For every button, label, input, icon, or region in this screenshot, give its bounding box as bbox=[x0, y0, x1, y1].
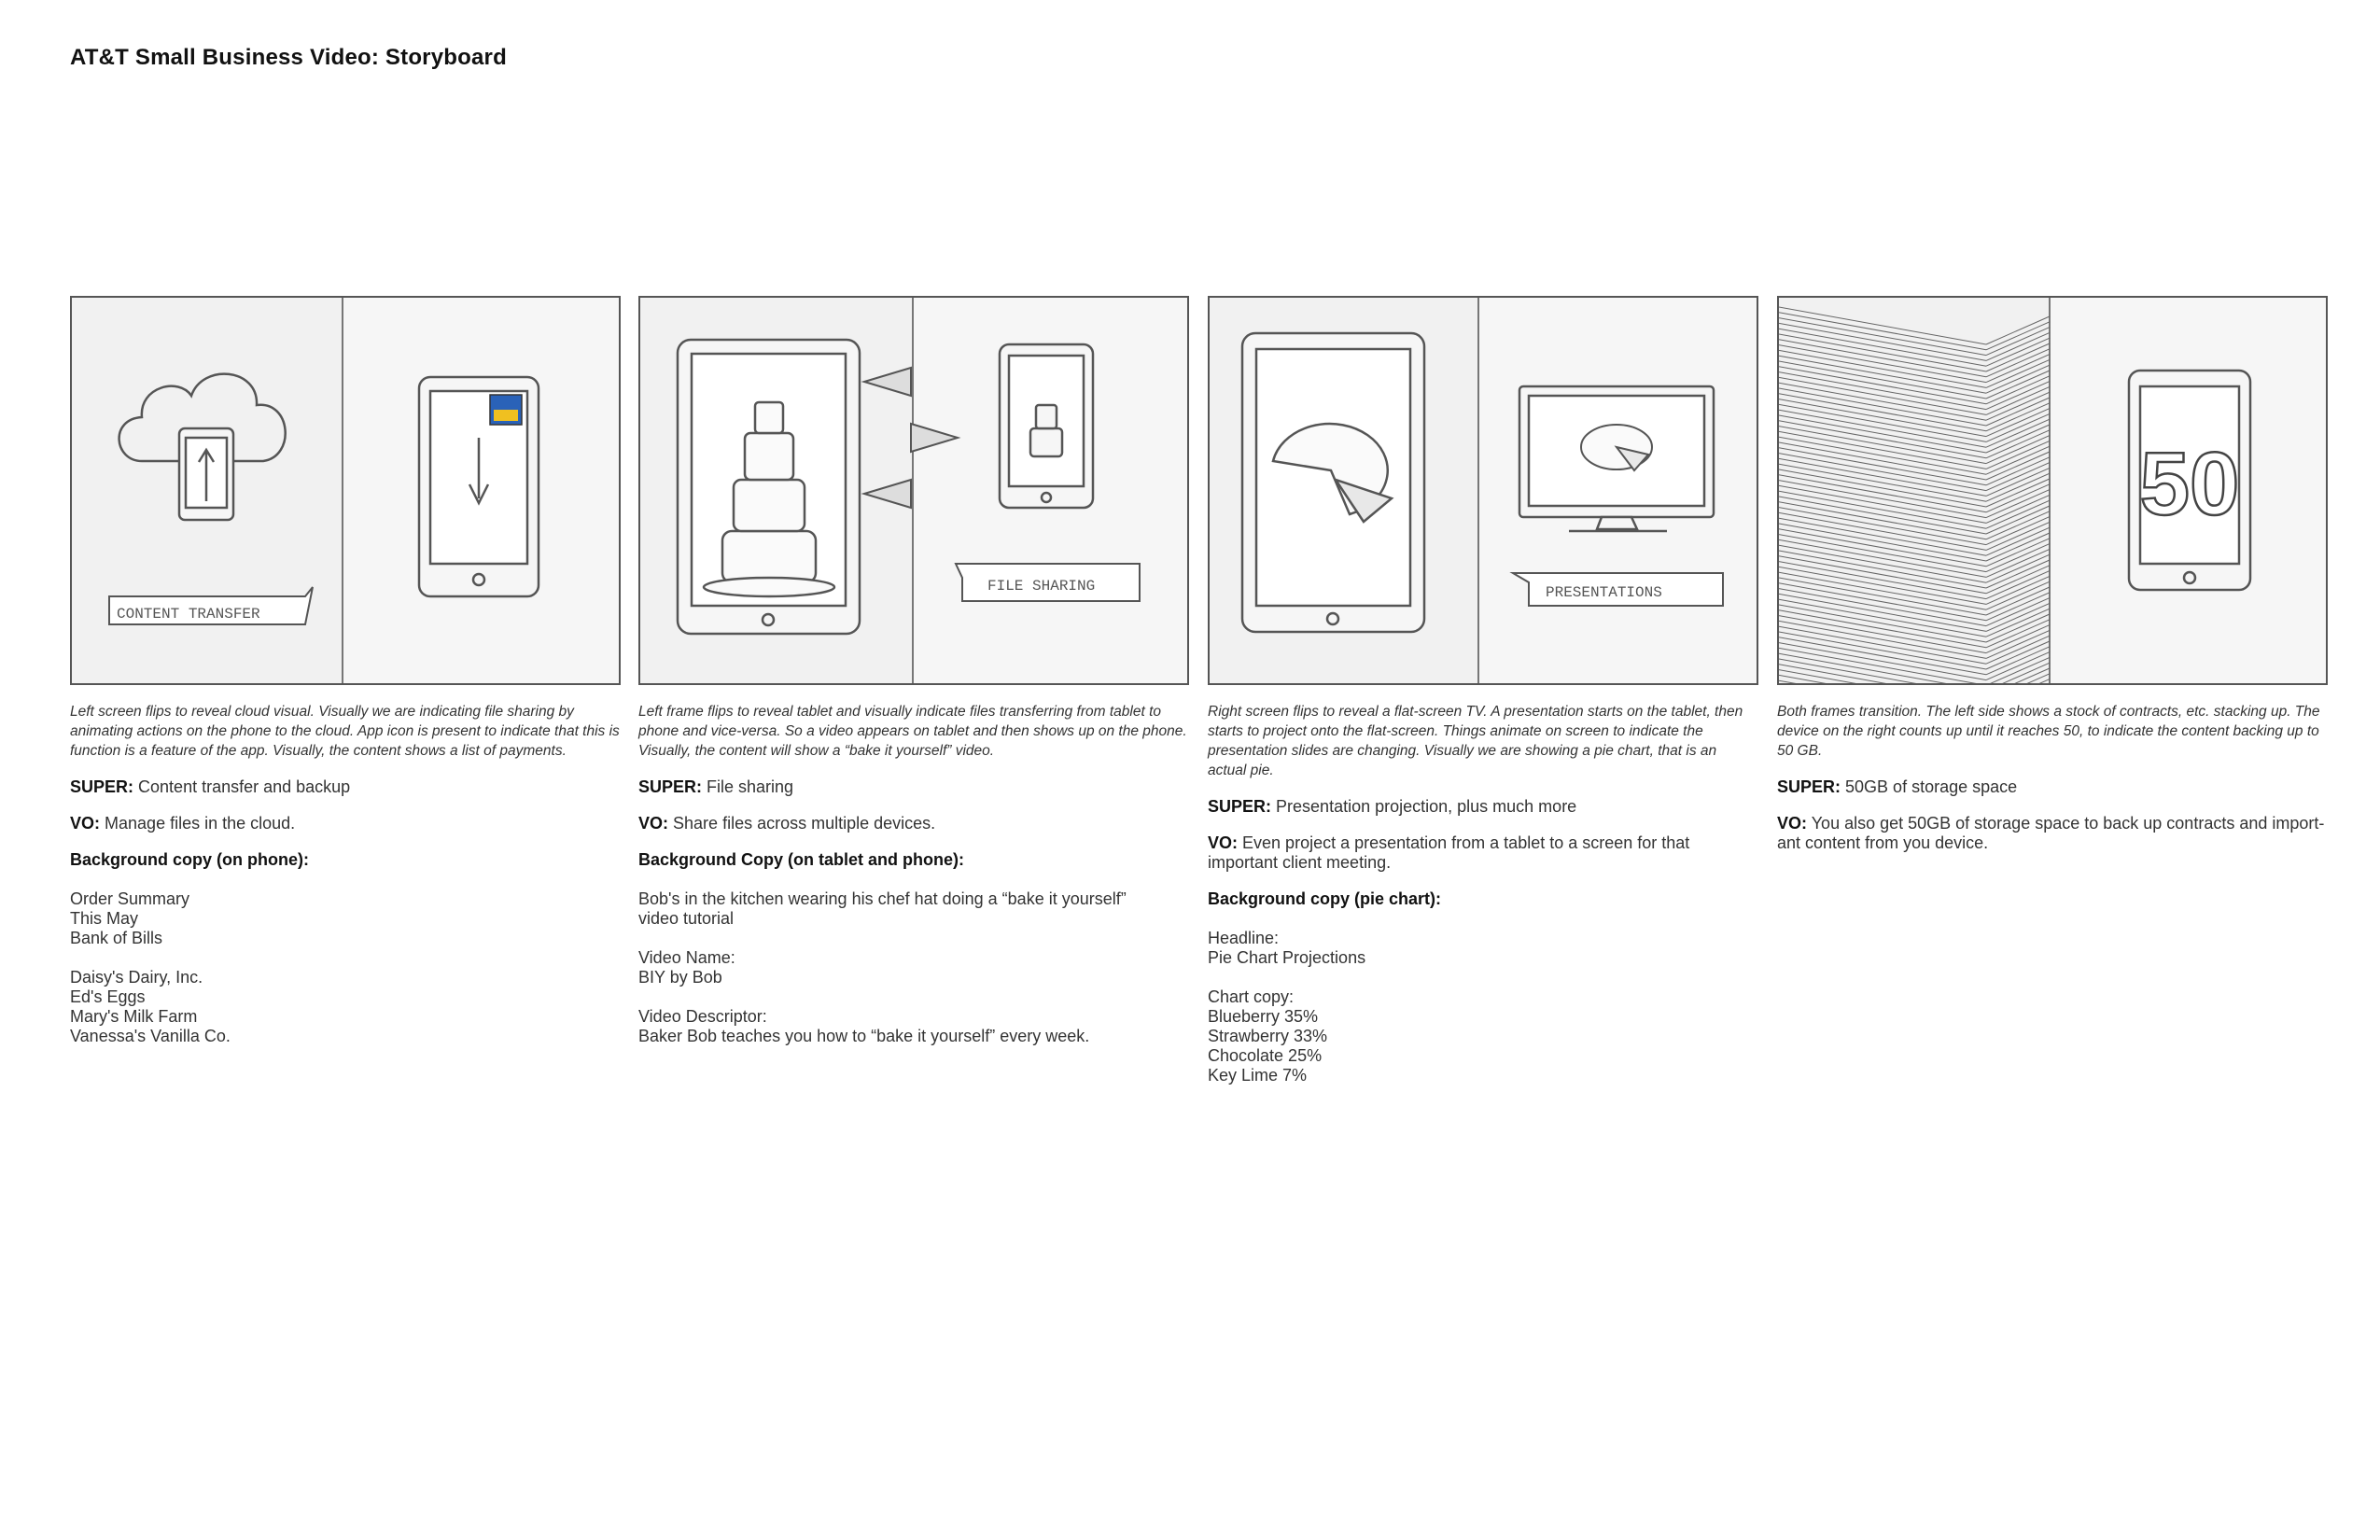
sketch-frame-1 bbox=[70, 296, 621, 685]
storyboard-panel-2 bbox=[638, 296, 1189, 1046]
sketch-frame-4 bbox=[1777, 296, 2328, 685]
vo-line: VO: Share files across multiple devices. bbox=[638, 814, 936, 833]
background-copy-group: Chart copy: Blueberry 35% Strawberry 33% Chocolate 25% Key Lime 7% bbox=[1208, 987, 1328, 1085]
background-copy-label: Background copy (pie chart): bbox=[1208, 889, 1442, 908]
super-line: SUPER: Presentation projection, plus much more bbox=[1208, 797, 1577, 816]
super-line: SUPER: 50GB of storage space bbox=[1777, 777, 2018, 796]
background-copy-group: Video Name: BIY by Bob bbox=[638, 948, 735, 987]
frame-caption-1: CONTENT TRANSFER bbox=[117, 606, 260, 623]
page-title: AT&T Small Business Video: Storyboard bbox=[70, 45, 507, 70]
panel-description: Left frame flips to reveal tablet and visually indicate files transferring from tablet to phone and vice-versa. So a video appears on tablet and then shows up on the phone. Visually, the content will show a “bake it yourself” video. bbox=[638, 704, 1187, 759]
background-copy-group: Video Descriptor: Baker Bob teaches you how to “bake it yourself” every week. bbox=[638, 1007, 1090, 1045]
background-copy-group: Headline: Pie Chart Projections bbox=[1208, 929, 1366, 967]
background-copy-label: Background Copy (on tablet and phone): bbox=[638, 850, 964, 869]
background-copy-group: Bob's in the kitchen wearing his chef hat doing a “bake it yourself” video tutorial bbox=[638, 889, 1127, 928]
phone-upload-icon bbox=[179, 428, 233, 520]
tablet-icon bbox=[1242, 333, 1424, 632]
phone-icon bbox=[1000, 344, 1093, 508]
background-copy-label: Background copy (on phone): bbox=[70, 850, 309, 869]
storyboard-panel-3 bbox=[1208, 296, 1758, 1085]
sketch-frame-2 bbox=[638, 296, 1189, 685]
panel-description: Left screen flips to reveal cloud visual. Visually we are indicating file sharing by animating actions on the phone to the cloud. App icon is present to indicate that this is function is a feature of the app. Visually, the content shows a list of payments. bbox=[70, 704, 620, 759]
super-line: SUPER: Content transfer and backup bbox=[70, 777, 351, 796]
panel-description: Right screen flips to reveal a flat-screen TV. A presentation starts on the tablet, then starts to project onto the flat-screen. Things animate on screen to indicate the presentation slides are changing. Visually we are showing a pie chart, that is an actual pie. bbox=[1208, 704, 1743, 778]
sketch-frame-3 bbox=[1208, 296, 1758, 685]
background-copy-group: Order Summary This May Bank of Bills bbox=[70, 889, 190, 947]
vo-line: VO: Manage files in the cloud. bbox=[70, 814, 296, 833]
pie-icon-small bbox=[1581, 425, 1652, 470]
vo-line: VO: You also get 50GB of storage space to back up contracts and import-ant content from you device. bbox=[1777, 814, 2325, 852]
storage-count-label: 50 bbox=[2139, 434, 2240, 534]
panel-description: Both frames transition. The left side shows a stock of contracts, etc. stacking up. The device on the right counts up until it reaches 50, to indicate the content backing up to 50 GB. bbox=[1777, 704, 2320, 759]
frame-caption-3: PRESENTATIONS bbox=[1546, 584, 1662, 601]
storyboard-panel-1 bbox=[70, 296, 621, 1046]
background-copy-group: Daisy's Dairy, Inc. Ed's Eggs Mary's Milk Farm Vanessa's Vanilla Co. bbox=[70, 968, 231, 1045]
frame-caption-2: FILE SHARING bbox=[987, 578, 1096, 595]
phone-download-icon bbox=[419, 377, 539, 596]
storyboard-panel-4 bbox=[1777, 296, 2328, 853]
super-line: SUPER: File sharing bbox=[638, 777, 794, 796]
vo-line: VO: Even project a presentation from a tablet to a screen for that important client meeting. bbox=[1208, 833, 1690, 872]
